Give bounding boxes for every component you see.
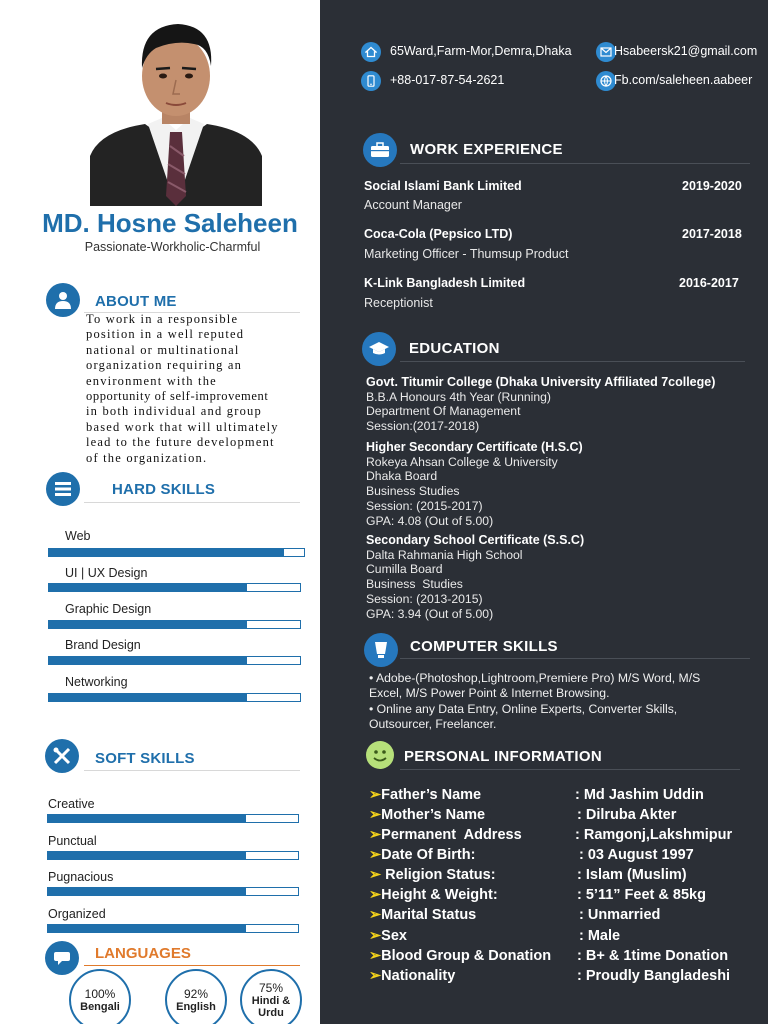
label-text: Mother’s Name <box>381 807 486 823</box>
skill-bar-fill <box>48 888 246 895</box>
personal-info-label <box>369 887 498 903</box>
personal-info-row <box>369 928 764 948</box>
contact-address: 65Ward,Farm-Mor,Demra,Dhaka <box>390 44 572 58</box>
job-years: 2019-2020 <box>682 179 742 193</box>
personal-info-label <box>369 948 551 964</box>
arrow-icon: ➢ <box>369 948 382 964</box>
skill-bar-fill <box>48 815 246 822</box>
language-percent: 92% <box>183 987 209 1001</box>
label-text: Date Of Birth: <box>381 847 476 863</box>
personal-info-value: : Male <box>579 928 621 944</box>
skill-label-punctual: Punctual <box>48 834 97 848</box>
languages-divider <box>84 965 300 966</box>
personal-info-row <box>369 807 764 827</box>
personal-info-heading: PERSONAL INFORMATION <box>404 748 602 765</box>
skill-label-brand-design: Brand Design <box>65 638 141 652</box>
personal-info-label <box>369 968 455 984</box>
user-icon <box>46 283 80 317</box>
language-hindi-urdu <box>240 969 302 1024</box>
label-text: Sex <box>381 928 407 944</box>
home-icon <box>361 42 381 62</box>
education-divider <box>400 361 745 362</box>
personal-info-value: : B+ & 1time Donation <box>577 948 729 964</box>
language-name: Bengali <box>80 1001 120 1013</box>
work-experience-divider <box>400 163 750 164</box>
arrow-icon: ➢ <box>369 928 382 944</box>
personal-info-label <box>369 827 522 843</box>
language-name: Hindi & Urdu <box>251 995 291 1019</box>
arrow-icon: ➢ <box>369 787 382 803</box>
label-text: Religion Status: <box>381 867 496 883</box>
personal-info-value: : Proudly Bangladeshi <box>577 968 731 984</box>
computer-skills-divider <box>400 658 750 659</box>
graduation-cap-icon <box>362 332 396 366</box>
personal-info-value: : Md Jashim Uddin <box>575 787 704 803</box>
language-percent: 100% <box>84 987 116 1001</box>
education-line: GPA: 3.94 (Out of 5.00) <box>366 606 494 621</box>
personal-info-label <box>369 787 481 803</box>
skill-label-networking: Networking <box>65 675 128 689</box>
skill-bar-brand-design <box>48 656 301 665</box>
cup-icon <box>364 633 398 667</box>
skill-bar-web <box>48 548 305 557</box>
skill-label-web: Web <box>65 529 91 543</box>
education-line: Dhaka Board <box>366 469 438 484</box>
job-company: Social Islami Bank Limited <box>364 179 522 193</box>
skill-bar-fill <box>49 621 247 628</box>
skill-label-ui-ux: UI | UX Design <box>65 566 148 580</box>
briefcase-icon <box>363 133 397 167</box>
about-line: of the organization. <box>86 450 208 465</box>
contact-facebook[interactable]: Fb.com/saleheen.aabeer <box>614 73 753 87</box>
personal-info-value: : 03 August 1997 <box>579 847 694 863</box>
contact-email[interactable]: Hsabeersk21@gmail.com <box>614 44 758 58</box>
about-me-heading: ABOUT ME <box>95 293 177 310</box>
personal-info-label <box>369 807 485 823</box>
skill-bar-graphic-design <box>48 620 301 629</box>
about-line: lead to the future development <box>86 435 275 450</box>
about-line: environment with the <box>86 373 217 388</box>
about-line: based work that will ultimately <box>86 419 279 434</box>
skill-bar-fill <box>48 852 246 859</box>
personal-info-row <box>369 847 764 867</box>
computer-skills-line: Outsourcer, Freelancer. <box>369 717 497 732</box>
personal-info-label <box>369 867 496 883</box>
education-entry <box>366 375 756 434</box>
education-heading: EDUCATION <box>409 340 500 357</box>
about-me-text <box>86 312 298 466</box>
skill-bar-organized <box>47 924 299 933</box>
personal-info-label <box>369 847 475 863</box>
phone-icon <box>361 71 381 91</box>
computer-skills-line: Excel, M/S Power Point & Internet Browsing. <box>369 686 610 701</box>
soft-skills-divider <box>84 770 300 771</box>
skill-label-pugnacious: Pugnacious <box>48 870 114 884</box>
label-text: Father’s Name <box>381 787 482 803</box>
label-text: Permanent Address <box>381 827 522 843</box>
job-role: Marketing Officer - Thumsup Product <box>364 247 569 261</box>
language-name: English <box>176 1001 216 1013</box>
skill-bar-fill <box>49 549 284 556</box>
arrow-icon: ➢ <box>369 887 382 903</box>
education-entry <box>366 440 756 528</box>
education-line: Cumilla Board <box>366 562 443 577</box>
personal-info-row <box>369 887 764 907</box>
skill-label-organized: Organized <box>48 907 106 921</box>
computer-skills-text <box>369 671 764 733</box>
about-line: national or multinational <box>86 342 240 357</box>
personal-info-value: : Dilruba Akter <box>577 807 677 823</box>
contact-phone: +88-017-87-54-2621 <box>390 73 505 87</box>
personal-info-row <box>369 948 764 968</box>
education-line: Session: (2015-2017) <box>366 498 483 513</box>
personal-info-row <box>369 968 764 988</box>
personal-info-label <box>369 907 476 923</box>
arrow-icon: ➢ <box>369 827 382 843</box>
about-line: in both individual and group <box>86 404 262 419</box>
skill-bar-fill <box>49 584 247 591</box>
job-years: 2016-2017 <box>679 276 739 290</box>
personal-info-row <box>369 907 764 927</box>
education-title: Govt. Titumir College (Dhaka University Affiliated 7college) <box>366 375 716 389</box>
skill-bar-fill <box>48 925 246 932</box>
education-line: Session: (2013-2015) <box>366 591 483 606</box>
personal-info-row <box>369 867 764 887</box>
education-title: Secondary School Certificate (S.S.C) <box>366 533 585 547</box>
education-line: Rokeya Ahsan College & University <box>366 454 558 469</box>
personal-info-divider <box>400 769 740 770</box>
personal-info-value: : Ramgonj,Lakshmipur <box>575 827 733 843</box>
job-company: Coca-Cola (Pepsico LTD) <box>364 227 513 241</box>
computer-skills-line: • Online any Data Entry, Online Experts, Converter Skills, <box>369 701 678 716</box>
personal-info-row <box>369 787 764 807</box>
about-line: organization requiring an <box>86 358 243 373</box>
globe-icon <box>596 71 616 91</box>
arrow-icon: ➢ <box>369 847 382 863</box>
skill-bar-ui-ux <box>48 583 301 592</box>
computer-skills-heading: COMPUTER SKILLS <box>410 638 558 655</box>
education-line: Dalta Rahmania High School <box>366 547 523 562</box>
smiley-icon <box>366 741 394 769</box>
skill-bar-networking <box>48 693 301 702</box>
computer-skills-line: • Adobe-(Photoshop,Lightroom,Premiere Pro) M/S Word, M/S <box>369 671 701 685</box>
label-text: Blood Group & Donation <box>381 948 552 964</box>
skill-bar-creative <box>47 814 299 823</box>
mail-icon <box>596 42 616 62</box>
personal-info-table <box>369 787 764 987</box>
education-entry <box>366 533 756 621</box>
skill-bar-punctual <box>47 851 299 860</box>
about-line: position in a well reputed <box>86 327 245 342</box>
education-line: B.B.A Honours 4th Year (Running) <box>366 389 551 404</box>
language-bengali <box>69 969 131 1024</box>
about-line: opportunity of self-improvement <box>86 389 269 404</box>
skill-label-graphic-design: Graphic Design <box>65 602 152 616</box>
candidate-name: MD. Hosne Saleheen <box>42 208 298 238</box>
work-experience-heading: WORK EXPERIENCE <box>410 141 563 158</box>
personal-info-value: : 5’11” Feet & 85kg <box>577 887 706 903</box>
education-line: Department Of Management <box>366 404 521 419</box>
hard-skills-divider <box>84 502 300 503</box>
label-text: Nationality <box>381 968 456 984</box>
arrow-icon: ➢ <box>369 968 382 984</box>
arrow-icon: ➢ <box>369 907 382 923</box>
about-line: To work in a responsible <box>86 312 239 326</box>
education-line: GPA: 4.08 (Out of 5.00) <box>366 513 494 528</box>
speech-bubble-icon <box>45 941 79 975</box>
education-line: Session:(2017-2018) <box>366 419 480 434</box>
skill-bar-fill <box>49 657 247 664</box>
personal-info-label <box>369 928 407 944</box>
language-english <box>165 969 227 1024</box>
profile-photo <box>90 6 262 206</box>
hard-skills-heading: HARD SKILLS <box>112 481 216 498</box>
language-percent: 75% <box>258 981 284 995</box>
education-line: Business Studies <box>366 484 460 499</box>
personal-info-row <box>369 827 764 847</box>
label-text: Height & Weight: <box>381 887 498 903</box>
arrow-icon: ➢ <box>369 867 382 883</box>
label-text: Marital Status <box>381 907 477 923</box>
personal-info-value: : Unmarried <box>579 907 661 923</box>
education-title: Higher Secondary Certificate (H.S.C) <box>366 440 583 454</box>
personal-info-value: : Islam (Muslim) <box>577 867 687 883</box>
skill-bar-pugnacious <box>47 887 299 896</box>
languages-heading: LANGUAGES <box>95 945 191 962</box>
skill-label-creative: Creative <box>48 797 95 811</box>
list-icon <box>46 472 80 506</box>
arrow-icon: ➢ <box>369 807 382 823</box>
job-role: Receptionist <box>364 296 433 310</box>
education-line: Business Studies <box>366 577 463 592</box>
skill-bar-fill <box>49 694 247 701</box>
job-company: K-Link Bangladesh Limited <box>364 276 526 290</box>
job-role: Account Manager <box>364 198 462 212</box>
job-years: 2017-2018 <box>682 227 742 241</box>
tools-icon <box>45 739 79 773</box>
soft-skills-heading: SOFT SKILLS <box>95 750 195 767</box>
candidate-tagline: Passionate-Workholic-Charmful <box>84 240 261 254</box>
